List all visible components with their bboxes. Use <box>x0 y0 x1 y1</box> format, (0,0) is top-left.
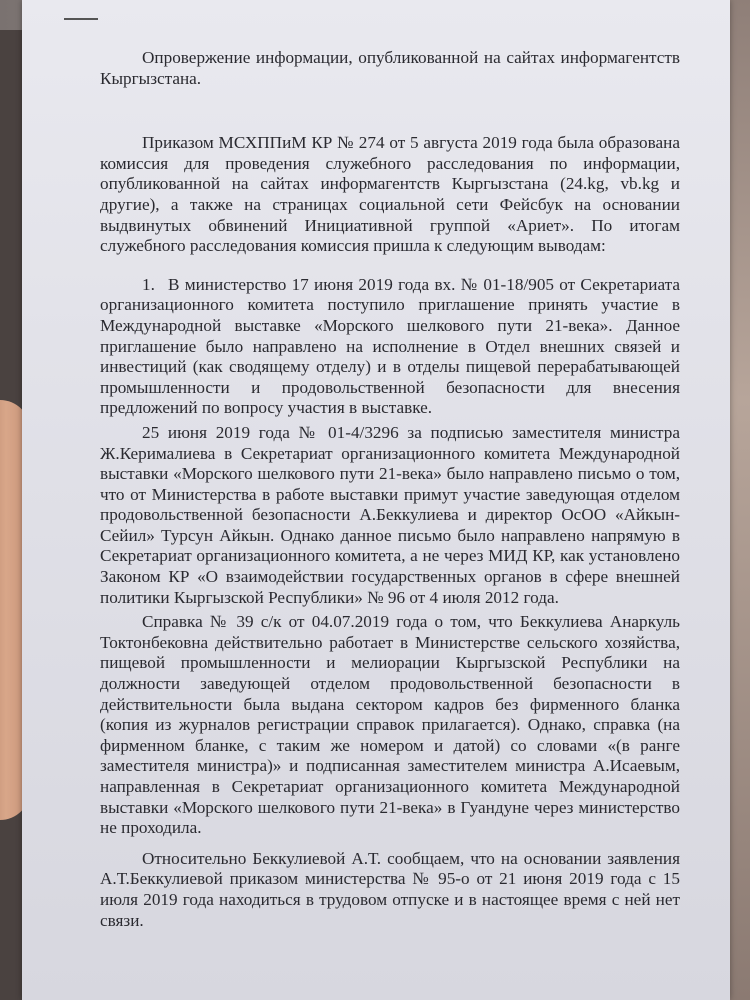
item-text: В министерство 17 июня 2019 года вх. № 01-18/905 от Секретариата организационного комитета поступило приглашение принять участие в Международной выставке «Морского шелкового пути 21-века». Данное приглашение было направлено на исполнение в Отдел внешних связей и инвестиций (как сводящему отделу) и в отделы пищевой перерабатывающей промышленности и продовольственной безопасности для внесения предложений по вопросу участия в выставке. <box>100 274 680 418</box>
paragraph-letter: 25 июня 2019 года № 01-4/3296 за подписью заместителя министра Ж.Керималиева в Секретариат организационного комитета Международной выставки «Морского шелкового пути 21-века» было направлено письмо о том, что от Министерства в работе выставки примут участие заведующая отделом продовольственной безопасности А.Беккулиева и директор ОсОО «Айкын-Сейил» Турсун Айкын. Однако данное письмо было направлено напрямую в Секретариат организационного комитета, а не через МИД КР, как установлено Законом КР «О взаимодействии государственных органов в сфере внешней политики Кыргызской Республики» № 96 от 4 июля 2012 года. <box>100 422 680 607</box>
intro-paragraph: Приказом МСХППиМ КР № 274 от 5 августа 2019 года была образована комиссия для проведения служебного расследования по информации, опубликованной на сайтах информагентств Кыргызстана (24.kg, vb.kg и другие), а также на страницах социальной сети Фейсбук на основании выдвинутых обвинений Инициативной группой «Ариет». По итогам служебного расследования комиссия пришла к следующим выводам: <box>100 133 680 256</box>
item-number: 1. <box>142 274 155 294</box>
document-body <box>100 48 680 931</box>
numbered-item-1 <box>100 275 680 419</box>
paragraph-certificate: Справка № 39 с/к от 04.07.2019 года о том, что Беккулиева Анаркуль Токтонбековна действительно работает в Министерстве сельского хозяйства, пищевой промышленности и мелиорации Кыргызской Республики на должности заведующей отделом продовольственной безопасности в действительности была выдана сектором кадров без фирменного бланка (копия из журналов регистрации справок прилагается). Однако, справка (на фирменном бланке, с таким же номером и датой) со словами «(в ранге заместителя министра)» и подписанная заместителем министра А.Исаевым, направленная в Секретариат организационного комитета Международной выставки «Морского шелкового пути 21-века» в Гуандуне через министерство не проходила. <box>100 612 680 838</box>
page-mark <box>64 18 98 20</box>
paragraph-conclusion: Относительно Беккулиевой А.Т. сообщаем, что на основании заявления А.Т.Беккулиевой приказом министерства № 95-о от 21 июня 2019 года с 15 июля 2019 года находиться в трудовом отпуске и в настоящее время с ней нет связи. <box>100 848 680 930</box>
document-title: Опровержение информации, опубликованной на сайтах информагентств Кыргызстана. <box>100 48 680 88</box>
